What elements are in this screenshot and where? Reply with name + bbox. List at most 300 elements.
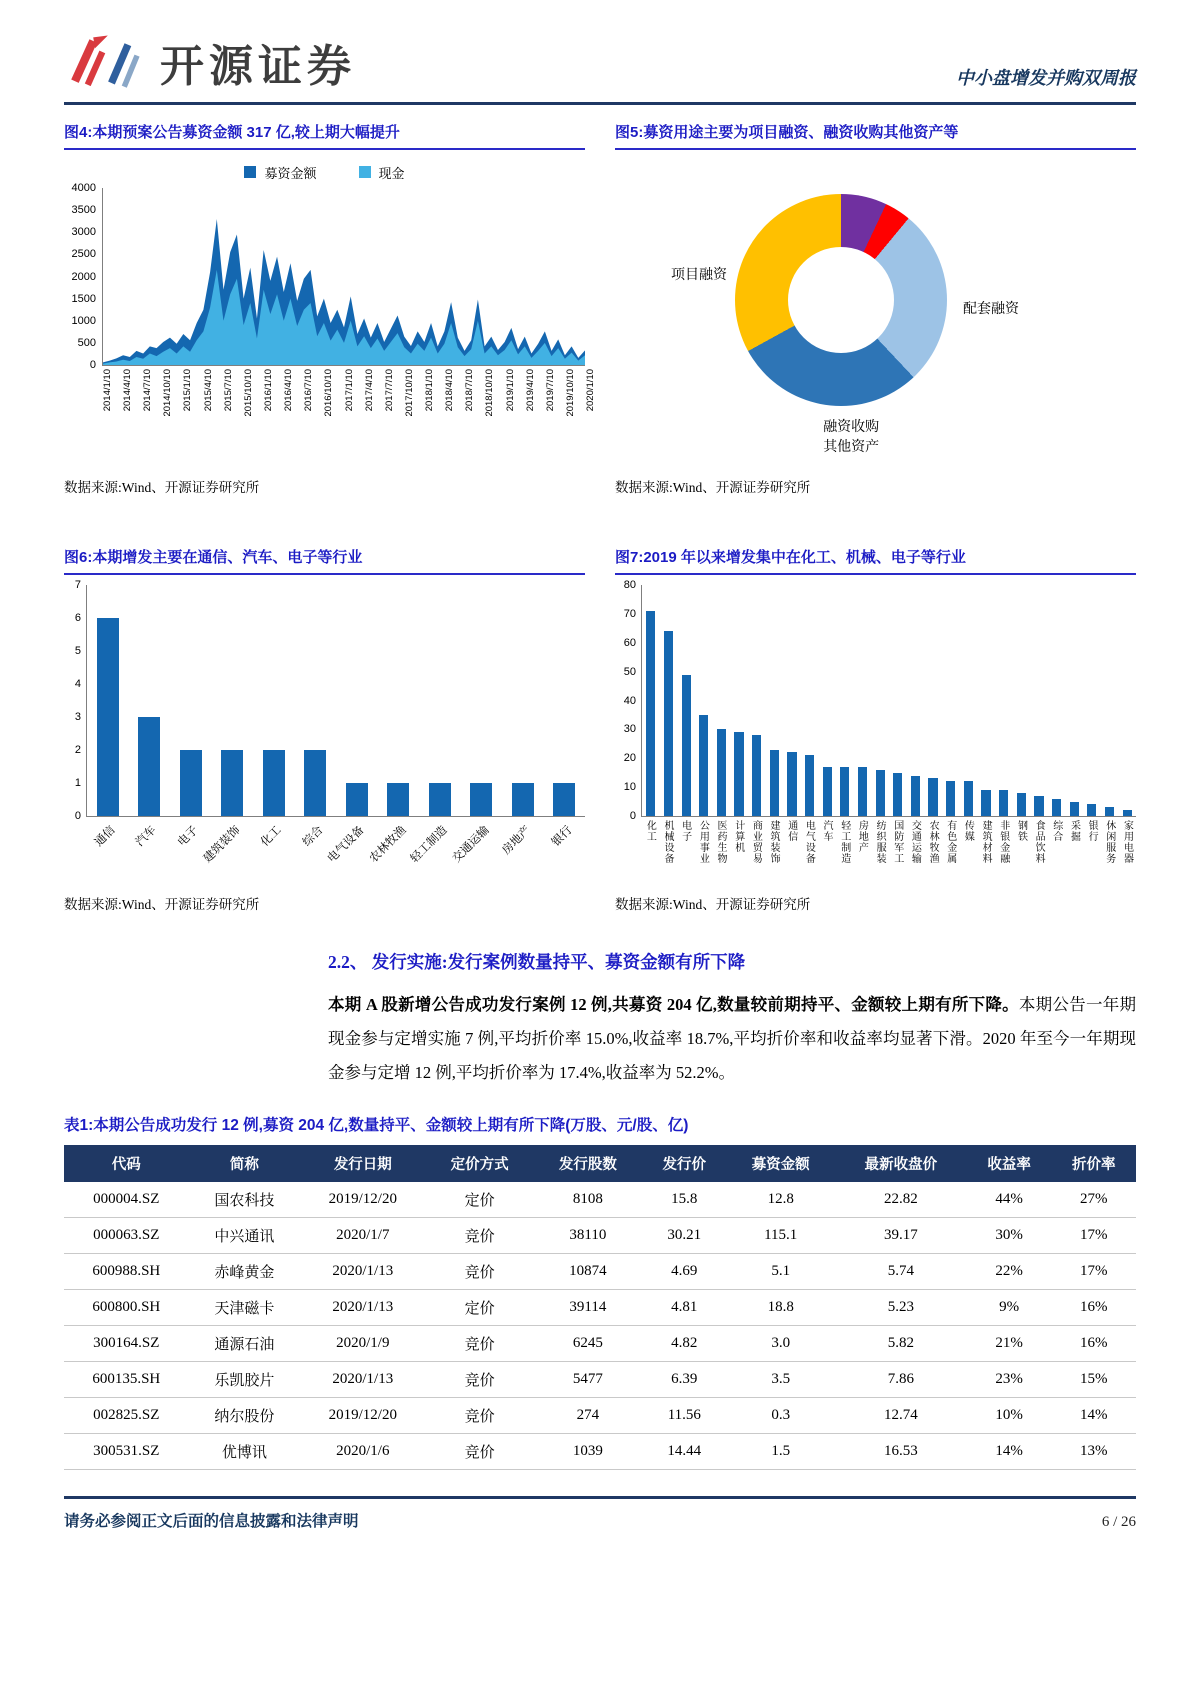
column-header: 简称 bbox=[189, 1145, 301, 1182]
table-row bbox=[64, 1326, 1136, 1362]
category-label: 钢铁 bbox=[1015, 820, 1027, 842]
table-cell: 纳尔股份 bbox=[189, 1398, 301, 1434]
y-tick-label: 60 bbox=[623, 636, 636, 649]
bar bbox=[429, 783, 451, 816]
x-tick-label: 2015/7/10 bbox=[222, 369, 234, 412]
table-cell: 2019/12/20 bbox=[300, 1398, 425, 1434]
figure-6-chart bbox=[64, 579, 585, 883]
bar-cell bbox=[730, 585, 748, 816]
bar bbox=[180, 750, 202, 816]
table-cell: 600800.SH bbox=[64, 1290, 189, 1326]
column-header: 折价率 bbox=[1051, 1145, 1136, 1182]
y-tick-label: 30 bbox=[623, 723, 636, 736]
category-label: 家用电器 bbox=[1121, 820, 1133, 864]
column-header: 最新收盘价 bbox=[835, 1145, 967, 1182]
figure-4 bbox=[64, 121, 596, 496]
table-cell: 13% bbox=[1051, 1434, 1136, 1470]
category-label: 有色金属 bbox=[944, 820, 956, 864]
category-label: 电子 bbox=[175, 824, 201, 849]
table-cell: 定价 bbox=[425, 1182, 533, 1218]
category-label-cell bbox=[994, 817, 1012, 883]
category-label: 交通运输 bbox=[909, 820, 921, 864]
category-label-cell bbox=[1065, 817, 1083, 883]
category-label-cell bbox=[201, 817, 253, 883]
bar bbox=[138, 717, 160, 816]
bar bbox=[221, 750, 243, 816]
figure-6-title: 图6:本期增发主要在通信、汽车、电子等行业 bbox=[64, 546, 585, 575]
table-cell: 300164.SZ bbox=[64, 1326, 189, 1362]
x-tick-label: 2014/4/10 bbox=[122, 369, 134, 412]
table-cell: 2020/1/13 bbox=[300, 1254, 425, 1290]
table-cell: 23% bbox=[967, 1362, 1052, 1398]
bar bbox=[999, 790, 1008, 816]
x-tick-label: 2018/4/10 bbox=[444, 369, 456, 412]
table-cell: 定价 bbox=[425, 1290, 533, 1326]
bar bbox=[840, 767, 849, 816]
table-cell: 30.21 bbox=[642, 1218, 727, 1254]
x-tick-label: 2020/1/10 bbox=[585, 369, 596, 412]
table-cell: 11.56 bbox=[642, 1398, 727, 1434]
category-label: 农林牧渔 bbox=[367, 824, 409, 866]
y-tick-label: 4 bbox=[74, 678, 81, 690]
table-cell: 乐凯胶片 bbox=[189, 1362, 301, 1398]
category-label: 银行 bbox=[1086, 820, 1098, 842]
bar bbox=[263, 750, 285, 816]
bar-cell bbox=[677, 585, 695, 816]
figure-7-source: 数据来源:Wind、开源证券研究所 bbox=[615, 897, 811, 912]
bar-cell bbox=[995, 585, 1013, 816]
bar-cell bbox=[695, 585, 713, 816]
paragraph-bold-lead: 本期 A 股新增公告成功发行案例 12 例,共募资 204 亿,数量较前期持平、金额较上期有所下降。 bbox=[328, 995, 1019, 1014]
bar-cell bbox=[1012, 585, 1030, 816]
bar-cell bbox=[419, 585, 461, 816]
donut-hole bbox=[788, 247, 894, 353]
bar bbox=[964, 781, 973, 816]
y-tick-label: 1 bbox=[74, 777, 81, 789]
category-label: 银行 bbox=[550, 824, 575, 849]
table-cell: 9% bbox=[967, 1290, 1052, 1326]
bar-cell bbox=[836, 585, 854, 816]
figure-5-chart bbox=[615, 160, 1136, 466]
category-label-cell bbox=[712, 817, 730, 883]
bar bbox=[858, 767, 867, 816]
table-cell: 1039 bbox=[534, 1434, 642, 1470]
category-label: 建筑装饰 bbox=[768, 820, 780, 864]
x-tick-label: 2016/7/10 bbox=[303, 369, 315, 412]
bar bbox=[470, 783, 492, 816]
y-tick-label: 80 bbox=[623, 579, 636, 591]
category-label: 通信 bbox=[92, 824, 118, 849]
table-cell: 3.5 bbox=[727, 1362, 835, 1398]
figure-row-1 bbox=[64, 121, 1136, 496]
category-label-cell bbox=[659, 817, 677, 883]
bar bbox=[770, 750, 779, 816]
x-tick-label: 2014/7/10 bbox=[142, 369, 154, 412]
category-label: 商业贸易 bbox=[750, 820, 762, 864]
table-cell: 44% bbox=[967, 1182, 1052, 1218]
x-tick-label: 2017/1/10 bbox=[343, 369, 355, 412]
category-label: 轻工制造 bbox=[409, 824, 451, 866]
bar-cell bbox=[87, 585, 129, 816]
table-cell: 0.3 bbox=[727, 1398, 835, 1434]
table-cell: 12.74 bbox=[835, 1398, 967, 1434]
table-cell: 2020/1/9 bbox=[300, 1326, 425, 1362]
legend-label-mujin: 募资金额 bbox=[264, 165, 317, 181]
y-tick-label: 40 bbox=[623, 694, 636, 707]
table-cell: 15.8 bbox=[642, 1182, 727, 1218]
table-cell: 14% bbox=[967, 1434, 1052, 1470]
bar bbox=[1034, 796, 1043, 816]
category-label: 化工 bbox=[258, 824, 284, 849]
category-label: 纺织服装 bbox=[874, 820, 886, 864]
figure-4-legend bbox=[64, 160, 585, 184]
bar bbox=[699, 715, 708, 816]
bar-cell bbox=[1048, 585, 1066, 816]
category-label-cell bbox=[782, 817, 800, 883]
bar bbox=[752, 735, 761, 816]
bar-cell bbox=[1065, 585, 1083, 816]
bar bbox=[664, 631, 673, 816]
y-tick-label: 70 bbox=[623, 607, 636, 620]
figure-7 bbox=[615, 546, 1136, 913]
bar bbox=[304, 750, 326, 816]
table-cell: 2019/12/20 bbox=[300, 1182, 425, 1218]
table-cell: 14% bbox=[1051, 1398, 1136, 1434]
category-label: 综合 bbox=[300, 824, 326, 849]
table-cell: 6245 bbox=[534, 1326, 642, 1362]
bar-cell bbox=[336, 585, 378, 816]
table-cell: 18.8 bbox=[727, 1290, 835, 1326]
table-cell: 22.82 bbox=[835, 1182, 967, 1218]
table-cell: 16% bbox=[1051, 1290, 1136, 1326]
table-cell: 竞价 bbox=[425, 1218, 533, 1254]
bar bbox=[512, 783, 534, 816]
x-tick-label: 2017/10/10 bbox=[403, 369, 415, 417]
bar bbox=[1052, 799, 1061, 816]
table-cell: 22% bbox=[967, 1254, 1052, 1290]
bar-cell bbox=[378, 585, 420, 816]
table-cell: 5.1 bbox=[727, 1254, 835, 1290]
bar-cell bbox=[1118, 585, 1136, 816]
y-tick-label: 10 bbox=[623, 781, 636, 794]
table-cell: 通源石油 bbox=[189, 1326, 301, 1362]
table-cell: 1.5 bbox=[727, 1434, 835, 1470]
table-cell: 竞价 bbox=[425, 1362, 533, 1398]
column-header: 定价方式 bbox=[425, 1145, 533, 1182]
category-label: 公用事业 bbox=[697, 820, 709, 864]
category-label: 非银金融 bbox=[997, 820, 1009, 864]
category-label-cell bbox=[450, 817, 502, 883]
slice-label-project-financing: 项目融资 bbox=[671, 268, 727, 283]
bar-cell bbox=[783, 585, 801, 816]
category-label-cell bbox=[835, 817, 853, 883]
bar-cell bbox=[253, 585, 295, 816]
bar bbox=[1105, 807, 1114, 816]
table-row bbox=[64, 1218, 1136, 1254]
y-tick-label: 20 bbox=[623, 752, 636, 765]
category-label-cell bbox=[128, 817, 170, 883]
slice-label-acquisition: 融资收购其他资产 bbox=[823, 420, 880, 455]
category-label-cell bbox=[853, 817, 871, 883]
table-cell: 赤峰黄金 bbox=[189, 1254, 301, 1290]
donut-chart bbox=[735, 194, 947, 406]
x-tick-label: 2018/10/10 bbox=[484, 369, 496, 417]
bar bbox=[1017, 793, 1026, 816]
y-tick-label: 2500 bbox=[71, 248, 96, 261]
category-label: 汽车 bbox=[821, 820, 833, 842]
category-label-cell bbox=[871, 817, 889, 883]
category-label-cell bbox=[747, 817, 765, 883]
category-label: 电气设备 bbox=[325, 824, 367, 866]
figure-6-plot-area bbox=[86, 585, 585, 817]
category-label-cell bbox=[1030, 817, 1048, 883]
table-cell: 27% bbox=[1051, 1182, 1136, 1218]
category-label: 农林牧渔 bbox=[927, 820, 939, 864]
bar-cell bbox=[818, 585, 836, 816]
y-tick-label: 0 bbox=[629, 810, 636, 822]
figure-7-title: 图7:2019 年以来增发集中在化工、机械、电子等行业 bbox=[615, 546, 1136, 575]
bar-cell bbox=[1030, 585, 1048, 816]
figure-5-source: 数据来源:Wind、开源证券研究所 bbox=[615, 480, 811, 495]
figure-7-y-axis bbox=[615, 579, 641, 822]
y-tick-label: 5 bbox=[74, 645, 81, 657]
x-tick-label: 2014/1/10 bbox=[102, 369, 113, 412]
category-label: 电子 bbox=[679, 820, 691, 842]
table-cell: 2020/1/13 bbox=[300, 1290, 425, 1326]
table-row bbox=[64, 1290, 1136, 1326]
bar-cell bbox=[713, 585, 731, 816]
category-label-cell bbox=[694, 817, 712, 883]
bar bbox=[682, 675, 691, 816]
bar bbox=[911, 776, 920, 816]
legend-label-cash: 现金 bbox=[378, 165, 405, 181]
page-footer bbox=[64, 1496, 1136, 1531]
bar-cell bbox=[801, 585, 819, 816]
y-tick-label: 7 bbox=[74, 579, 81, 591]
category-label-cell bbox=[86, 817, 128, 883]
table-cell: 000004.SZ bbox=[64, 1182, 189, 1218]
figure-6-y-axis bbox=[64, 579, 86, 822]
bar bbox=[387, 783, 409, 816]
y-tick-label: 0 bbox=[74, 810, 81, 822]
table-cell: 天津磁卡 bbox=[189, 1290, 301, 1326]
bar bbox=[893, 773, 902, 816]
column-header: 发行股数 bbox=[534, 1145, 642, 1182]
category-label: 化工 bbox=[644, 820, 656, 842]
table-row bbox=[64, 1434, 1136, 1470]
table-row bbox=[64, 1398, 1136, 1434]
table-cell: 竞价 bbox=[425, 1326, 533, 1362]
figure-4-area-svg bbox=[103, 188, 585, 365]
column-header: 发行日期 bbox=[300, 1145, 425, 1182]
table-cell: 竞价 bbox=[425, 1254, 533, 1290]
legend-swatch-cash bbox=[359, 166, 371, 178]
table-1-title: 表1:本期公告成功发行 12 例,募资 204 亿,数量持平、金额较上期有所下降(万股、元/股、亿) bbox=[64, 1117, 689, 1135]
x-tick-label: 2015/4/10 bbox=[202, 369, 214, 412]
table-cell: 2020/1/7 bbox=[300, 1218, 425, 1254]
brand-name: 开源证券 bbox=[160, 42, 356, 91]
category-label-cell bbox=[765, 817, 783, 883]
category-label-cell bbox=[543, 817, 585, 883]
table-cell: 274 bbox=[534, 1398, 642, 1434]
table-cell: 39.17 bbox=[835, 1218, 967, 1254]
y-tick-label: 3 bbox=[74, 711, 81, 723]
paragraph-body-text: 本期公告一年期现金参与定增实施 7 例,平均折价率 15.0%,收益率 18.7%,平均折价率和收益率均显著下滑。2020 年至今一年期现金参与定增 12 例,平均折价率为 17.4%,收益率为 52.2%。 bbox=[328, 995, 1136, 1082]
y-tick-label: 3500 bbox=[71, 204, 96, 217]
legend-swatch-mujin bbox=[244, 166, 256, 178]
bar bbox=[928, 778, 937, 816]
bar-cell bbox=[1083, 585, 1101, 816]
bar bbox=[553, 783, 575, 816]
table-cell: 2020/1/6 bbox=[300, 1434, 425, 1470]
table-cell: 6.39 bbox=[642, 1362, 727, 1398]
section-heading-2-2: 2.2、 发行实施:发行案例数量持平、募资金额有所下降 bbox=[328, 952, 746, 972]
slice-label-supporting-financing: 配套融资 bbox=[963, 302, 1019, 317]
bar bbox=[734, 732, 743, 816]
table-cell: 5.82 bbox=[835, 1326, 967, 1362]
figure-6-source: 数据来源:Wind、开源证券研究所 bbox=[64, 897, 260, 912]
y-tick-label: 2 bbox=[74, 744, 81, 756]
figure-4-plot-area bbox=[102, 188, 585, 366]
table-cell: 国农科技 bbox=[189, 1182, 301, 1218]
category-label: 建筑装饰 bbox=[201, 824, 243, 866]
column-header: 收益率 bbox=[967, 1145, 1052, 1182]
category-label: 传媒 bbox=[962, 820, 974, 842]
table-cell: 17% bbox=[1051, 1254, 1136, 1290]
y-tick-label: 1000 bbox=[71, 314, 96, 327]
figure-4-x-axis bbox=[102, 366, 596, 466]
category-label: 综合 bbox=[1050, 820, 1062, 842]
category-label: 电气设备 bbox=[803, 820, 815, 864]
column-header: 募资金额 bbox=[727, 1145, 835, 1182]
table-cell: 14.44 bbox=[642, 1434, 727, 1470]
bar bbox=[1123, 810, 1132, 816]
table-cell: 8108 bbox=[534, 1182, 642, 1218]
table-cell: 12.8 bbox=[727, 1182, 835, 1218]
category-label: 采掘 bbox=[1068, 820, 1080, 842]
figure-6 bbox=[64, 546, 585, 913]
table-cell: 39114 bbox=[534, 1290, 642, 1326]
table-1 bbox=[64, 1145, 1136, 1470]
column-header: 代码 bbox=[64, 1145, 189, 1182]
bar-cell bbox=[765, 585, 783, 816]
category-label-cell bbox=[729, 817, 747, 883]
page-header bbox=[64, 30, 1136, 105]
x-tick-label: 2018/7/10 bbox=[464, 369, 476, 412]
table-cell: 000063.SZ bbox=[64, 1218, 189, 1254]
x-tick-label: 2015/10/10 bbox=[242, 369, 254, 417]
table-cell: 2020/1/13 bbox=[300, 1362, 425, 1398]
x-tick-label: 2019/4/10 bbox=[524, 369, 536, 412]
y-tick-label: 4000 bbox=[71, 182, 96, 194]
table-row bbox=[64, 1362, 1136, 1398]
table-cell: 21% bbox=[967, 1326, 1052, 1362]
bar bbox=[346, 783, 368, 816]
table-cell: 15% bbox=[1051, 1362, 1136, 1398]
figure-7-plot-area bbox=[641, 585, 1136, 817]
table-cell: 5.23 bbox=[835, 1290, 967, 1326]
table-cell: 30% bbox=[967, 1218, 1052, 1254]
page-number: 6 / 26 bbox=[1101, 1514, 1136, 1531]
report-series-title: 中小盘增发并购双周报 bbox=[956, 68, 1136, 88]
figure-4-source: 数据来源:Wind、开源证券研究所 bbox=[64, 480, 260, 495]
bar-cell bbox=[748, 585, 766, 816]
category-label-cell bbox=[1100, 817, 1118, 883]
bar bbox=[97, 618, 119, 816]
table-cell: 17% bbox=[1051, 1218, 1136, 1254]
table-cell: 10% bbox=[967, 1398, 1052, 1434]
table-cell: 4.82 bbox=[642, 1326, 727, 1362]
category-label: 建筑材料 bbox=[980, 820, 992, 864]
kaiyuan-logo bbox=[64, 30, 356, 94]
bar-cell bbox=[977, 585, 995, 816]
category-label-cell bbox=[959, 817, 977, 883]
section-paragraph bbox=[328, 988, 1136, 1089]
bar-cell bbox=[942, 585, 960, 816]
category-label-cell bbox=[1118, 817, 1136, 883]
x-tick-label: 2019/10/10 bbox=[564, 369, 576, 417]
bar-cell bbox=[502, 585, 544, 816]
bar-cell bbox=[889, 585, 907, 816]
bar-cell bbox=[642, 585, 660, 816]
bar-cell bbox=[871, 585, 889, 816]
x-tick-label: 2016/1/10 bbox=[262, 369, 274, 412]
category-label: 国防军工 bbox=[891, 820, 903, 864]
x-tick-label: 2015/1/10 bbox=[182, 369, 194, 412]
category-label: 交通运输 bbox=[450, 824, 492, 866]
figure-4-y-axis bbox=[64, 182, 102, 371]
category-label-cell bbox=[906, 817, 924, 883]
bar-cell bbox=[907, 585, 925, 816]
bar-cell bbox=[212, 585, 254, 816]
x-tick-label: 2018/1/10 bbox=[423, 369, 435, 412]
bar bbox=[946, 781, 955, 816]
bar bbox=[805, 755, 814, 816]
category-label-cell bbox=[941, 817, 959, 883]
category-label: 轻工制造 bbox=[838, 820, 850, 864]
bar-cell bbox=[960, 585, 978, 816]
table-cell: 5.74 bbox=[835, 1254, 967, 1290]
table-cell: 10874 bbox=[534, 1254, 642, 1290]
disclaimer-text: 请务必参阅正文后面的信息披露和法律声明 bbox=[64, 1513, 359, 1531]
x-tick-label: 2016/4/10 bbox=[283, 369, 295, 412]
category-label: 医药生物 bbox=[715, 820, 727, 864]
x-tick-label: 2017/7/10 bbox=[383, 369, 395, 412]
category-label-cell bbox=[888, 817, 906, 883]
table-cell: 竞价 bbox=[425, 1434, 533, 1470]
table-cell: 600135.SH bbox=[64, 1362, 189, 1398]
table-1-body bbox=[64, 1182, 1136, 1470]
table-cell: 300531.SZ bbox=[64, 1434, 189, 1470]
figure-row-2 bbox=[64, 546, 1136, 913]
y-tick-label: 50 bbox=[623, 665, 636, 678]
figure-5 bbox=[615, 121, 1136, 496]
table-cell: 16% bbox=[1051, 1326, 1136, 1362]
y-tick-label: 0 bbox=[89, 359, 96, 371]
category-label: 汽车 bbox=[134, 824, 159, 849]
x-tick-label: 2019/7/10 bbox=[544, 369, 556, 412]
bar bbox=[876, 770, 885, 816]
category-label-cell bbox=[1047, 817, 1065, 883]
table-cell: 002825.SZ bbox=[64, 1398, 189, 1434]
category-label: 食品饮料 bbox=[1033, 820, 1045, 864]
category-label: 计算机 bbox=[732, 820, 744, 853]
column-header: 发行价 bbox=[642, 1145, 727, 1182]
table-cell: 7.86 bbox=[835, 1362, 967, 1398]
figure-7-x-axis bbox=[641, 817, 1136, 883]
bar-cell bbox=[170, 585, 212, 816]
kaiyuan-logo-mark bbox=[64, 33, 148, 91]
